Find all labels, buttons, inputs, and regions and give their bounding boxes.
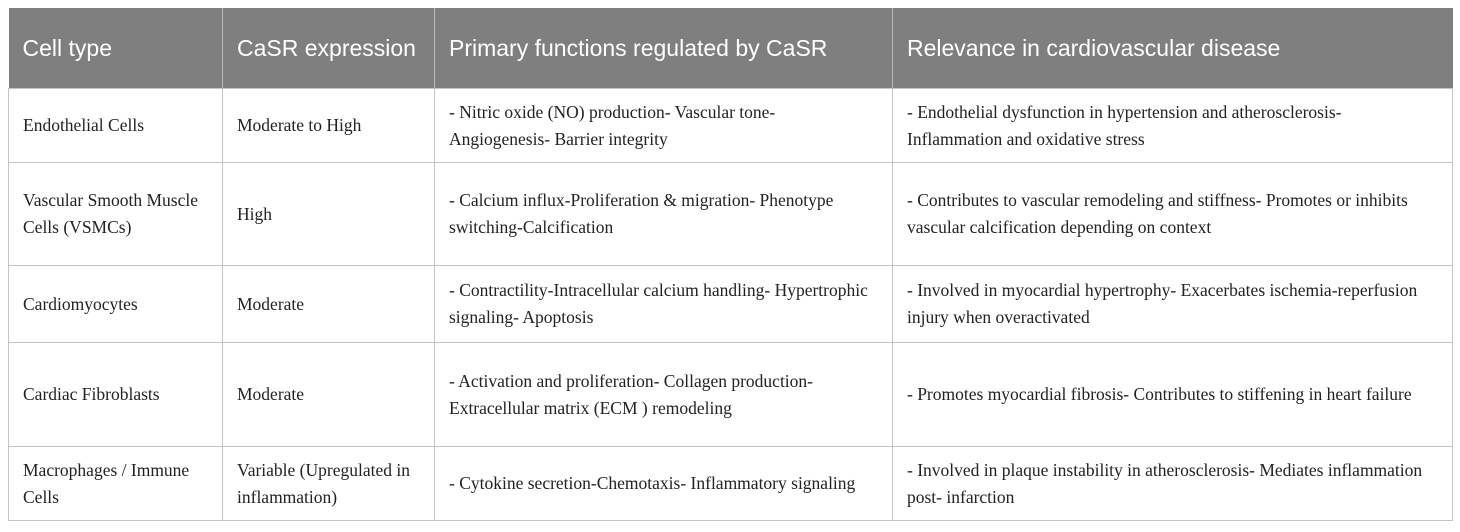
table-row (9, 89, 1453, 163)
primary-functions-cell: - Nitric oxide (NO) production- Vascular tone- Angiogenesis- Barrier integrity (435, 89, 893, 163)
primary-functions-cell: - Cytokine secretion-Chemotaxis- Inflammatory signaling (435, 447, 893, 521)
cell-type-cell: Cardiac Fibroblasts (9, 343, 223, 447)
table-body (9, 89, 1453, 521)
table-header (9, 8, 1453, 89)
cell-type-cell: Vascular Smooth Muscle Cells (VSMCs) (9, 163, 223, 266)
cardiovascular-relevance-cell: - Promotes myocardial fibrosis- Contributes to stiffening in heart failure (893, 343, 1453, 447)
cardiovascular-relevance-cell: - Endothelial dysfunction in hypertension and atherosclerosis- Inflammation and oxidative stress (893, 89, 1453, 163)
primary-functions-cell: - Contractility-Intracellular calcium handling- Hypertrophic signaling- Apoptosis (435, 266, 893, 343)
cell-type-cell: Macrophages / Immune Cells (9, 447, 223, 521)
table-row (9, 343, 1453, 447)
header-primary-functions: Primary functions regulated by CaSR (435, 8, 893, 89)
casr-expression-cell: Moderate to High (223, 89, 435, 163)
cell-type-cell: Endothelial Cells (9, 89, 223, 163)
casr-cell-type-table (8, 8, 1453, 521)
table-row (9, 163, 1453, 266)
casr-expression-cell: High (223, 163, 435, 266)
casr-expression-cell: Variable (Upregulated in inflammation) (223, 447, 435, 521)
cell-type-cell: Cardiomyocytes (9, 266, 223, 343)
table-row (9, 266, 1453, 343)
cardiovascular-relevance-cell: - Involved in plaque instability in atherosclerosis- Mediates inflammation post- infarction (893, 447, 1453, 521)
header-cardiovascular-relevance: Relevance in cardiovascular disease (893, 8, 1453, 89)
cardiovascular-relevance-cell: - Involved in myocardial hypertrophy- Exacerbates ischemia-reperfusion injury when overactivated (893, 266, 1453, 343)
header-cell-type: Cell type (9, 8, 223, 89)
table-row (9, 447, 1453, 521)
primary-functions-cell: - Calcium influx-Proliferation & migration- Phenotype switching-Calcification (435, 163, 893, 266)
casr-expression-cell: Moderate (223, 343, 435, 447)
header-casr-expression: CaSR expression (223, 8, 435, 89)
header-row (9, 8, 1453, 89)
casr-cell-type-table-container (8, 8, 1452, 521)
cardiovascular-relevance-cell: - Contributes to vascular remodeling and stiffness- Promotes or inhibits vascular calcification depending on context (893, 163, 1453, 266)
primary-functions-cell: - Activation and proliferation- Collagen production- Extracellular matrix (ECM ) remodeling (435, 343, 893, 447)
casr-expression-cell: Moderate (223, 266, 435, 343)
